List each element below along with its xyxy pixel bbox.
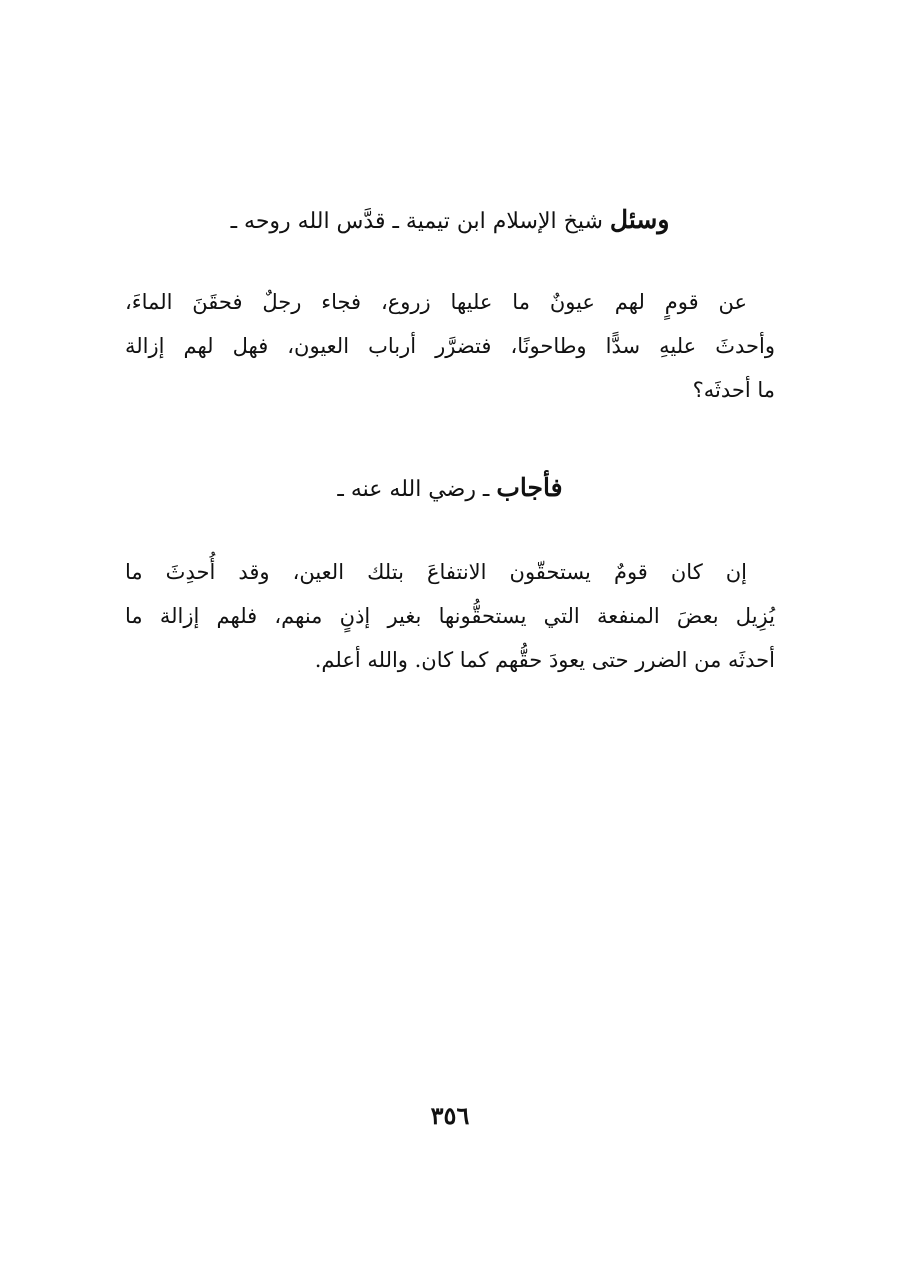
answer-heading-rest: ـ رضي الله عنه ـ	[337, 477, 490, 502]
answer-line: إن كان قومٌ يستحقّون الانتفاعَ بتلك العين، وقد أُحدِثَ ما	[125, 560, 747, 584]
page-number: ٣٥٦	[430, 1101, 470, 1130]
answer-line: يُزِيل بعضَ المنفعة التي يستحقُّونها بغير إذنٍ منهم، فلهم إزالة ما	[125, 604, 775, 628]
question-line: وأحدثَ عليهِ سدًّا وطاحونًا، فتضرَّر أرباب العيون، فهل لهم إزالة	[125, 334, 775, 358]
answer-heading-lead: فأجاب	[496, 473, 563, 502]
question-paragraph	[125, 280, 775, 412]
question-line: عن قومٍ لهم عيونٌ ما عليها زروع، فجاء رجلٌ فحقَنَ الماءَ،	[125, 290, 747, 314]
question-heading-rest: شيخ الإسلام ابن تيمية ـ قدَّس الله روحه ـ	[230, 209, 603, 234]
question-heading-lead: وسئل	[609, 205, 670, 234]
answer-line: أحدثَه من الضرر حتى يعودَ حقُّهم كما كان. والله أعلم.	[314, 648, 775, 672]
answer-paragraph	[125, 550, 775, 682]
question-line: ما أحدثَه؟	[692, 378, 775, 402]
answer-heading	[0, 468, 900, 510]
question-heading	[0, 200, 900, 242]
